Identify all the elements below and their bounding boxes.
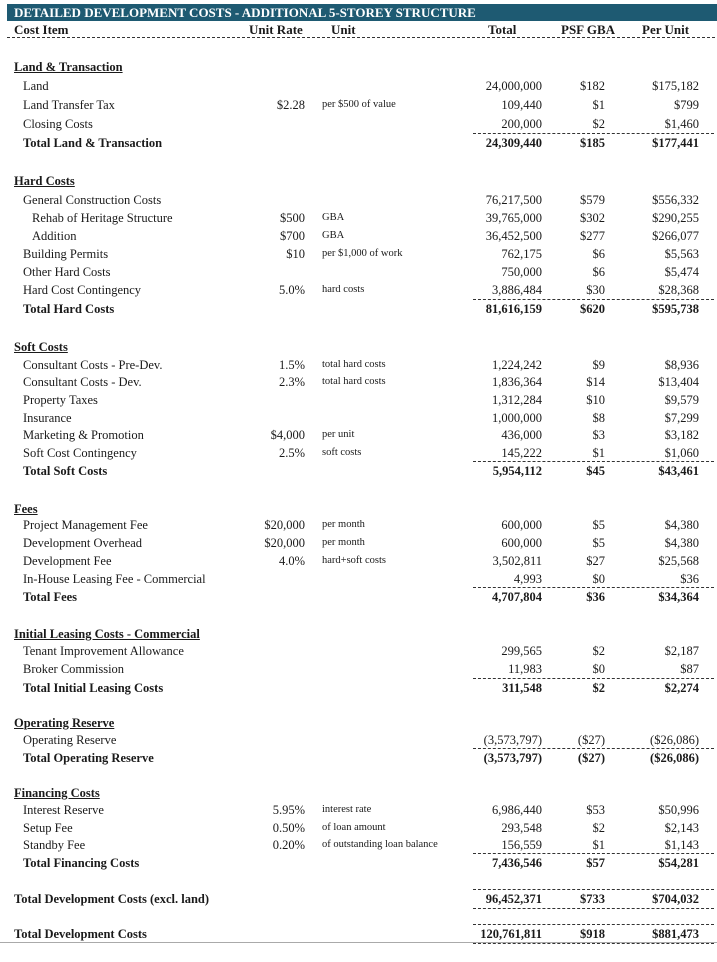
- cost-item-cell: General Construction Costs: [23, 193, 162, 207]
- total-cell: 5,954,112: [492, 464, 542, 478]
- table-row: [0, 96, 717, 114]
- psf-gba-cell: $1: [592, 98, 605, 112]
- subtotal-divider: [473, 133, 714, 134]
- cost-item-cell: Broker Commission: [23, 662, 125, 676]
- column-header-per-unit: Per Unit: [642, 22, 690, 37]
- subtotal-divider: [473, 461, 714, 462]
- cost-item-cell: Consultant Costs - Dev.: [23, 375, 142, 389]
- per-unit-cell: $1,460: [664, 117, 699, 131]
- total-cell: (3,573,797): [483, 751, 542, 765]
- psf-gba-cell: $8: [592, 411, 605, 425]
- cost-item-cell: Total Soft Costs: [23, 464, 108, 478]
- per-unit-cell: $1,060: [664, 446, 699, 460]
- per-unit-cell: $34,364: [658, 590, 699, 604]
- per-unit-cell: $2,187: [664, 644, 699, 658]
- unit-rate-cell: 5.95%: [272, 803, 305, 817]
- total-cell: 36,452,500: [485, 229, 542, 243]
- unit-rate-cell: $4,000: [270, 428, 305, 442]
- section-heading: [0, 58, 717, 76]
- per-unit-cell: ($26,086): [650, 733, 699, 747]
- cost-item-cell: Rehab of Heritage Structure: [32, 211, 173, 225]
- cost-item-cell: Total Fees: [23, 590, 78, 604]
- table-row: [0, 245, 717, 263]
- per-unit-cell: $3,182: [664, 428, 699, 442]
- psf-gba-cell: $0: [592, 662, 605, 676]
- grand-total-underline: [473, 943, 714, 944]
- psf-gba-cell: $5: [592, 518, 605, 532]
- total-cell: 4,707,804: [492, 590, 542, 604]
- header-divider: [7, 37, 715, 38]
- section-heading: [0, 338, 717, 356]
- table-row: [0, 642, 717, 660]
- table-row: [0, 426, 717, 444]
- unit-rate-cell: $20,000: [264, 518, 305, 532]
- per-unit-cell: $7,299: [664, 411, 699, 425]
- total-cell: 145,222: [501, 446, 542, 460]
- per-unit-cell: ($26,086): [650, 751, 699, 765]
- unit-rate-cell: 4.0%: [278, 554, 305, 568]
- table-row: [0, 570, 717, 588]
- cost-item-cell: Total Hard Costs: [23, 302, 115, 316]
- psf-gba-cell: $2: [592, 681, 605, 695]
- cost-item-cell: Fees: [14, 502, 38, 516]
- per-unit-cell: $54,281: [658, 856, 699, 870]
- psf-gba-cell: $1: [592, 838, 605, 852]
- cost-item-cell: Hard Cost Contingency: [23, 283, 142, 297]
- subtotal-divider: [473, 299, 714, 300]
- psf-gba-cell: $182: [580, 79, 605, 93]
- cost-item-cell: Interest Reserve: [23, 803, 104, 817]
- subtotal-row: [0, 462, 717, 480]
- cost-item-cell: Total Financing Costs: [23, 856, 140, 870]
- cost-item-cell: Operating Reserve: [23, 733, 117, 747]
- per-unit-cell: $25,568: [658, 554, 699, 568]
- unit-cell: of loan amount: [322, 822, 386, 833]
- unit-cell: interest rate: [322, 804, 372, 815]
- table-row: [0, 191, 717, 209]
- cost-item-cell: Land: [23, 79, 49, 93]
- subtotal-divider: [473, 587, 714, 588]
- psf-gba-cell: ($27): [577, 733, 605, 747]
- unit-cell: GBA: [322, 230, 345, 241]
- section-heading: [0, 714, 717, 732]
- unit-rate-cell: 0.50%: [272, 821, 305, 835]
- table-row: [0, 281, 717, 299]
- unit-rate-cell: $20,000: [264, 536, 305, 550]
- total-cell: 6,986,440: [492, 803, 542, 817]
- table-row: [0, 77, 717, 95]
- subtotal-row: [0, 679, 717, 697]
- table-row: [0, 373, 717, 391]
- total-cell: 1,836,364: [492, 375, 542, 389]
- per-unit-cell: $50,996: [658, 803, 699, 817]
- cost-item-cell: Initial Leasing Costs - Commercial: [14, 627, 200, 641]
- unit-rate-cell: $10: [286, 247, 305, 261]
- psf-gba-cell: $185: [580, 136, 605, 150]
- total-cell: 436,000: [501, 428, 542, 442]
- total-cell: 3,502,811: [492, 554, 542, 568]
- table-row: [0, 801, 717, 819]
- per-unit-cell: $43,461: [658, 464, 699, 478]
- per-unit-cell: $2,274: [664, 681, 699, 695]
- psf-gba-cell: $9: [592, 358, 605, 372]
- total-cell: 24,309,440: [485, 136, 542, 150]
- unit-cell: per month: [322, 519, 365, 530]
- total-cell: 4,993: [513, 572, 542, 586]
- grand-total-row: [0, 925, 717, 943]
- total-cell: 762,175: [501, 247, 542, 261]
- column-header-psf-gba: PSF GBA: [561, 22, 616, 37]
- table-row: [0, 836, 717, 854]
- column-header-unit: Unit: [331, 22, 356, 37]
- unit-cell: total hard costs: [322, 359, 386, 370]
- per-unit-cell: $8,936: [664, 358, 699, 372]
- per-unit-cell: $290,255: [652, 211, 699, 225]
- total-cell: 96,452,371: [485, 892, 542, 906]
- column-header-cost-item: Cost Item: [14, 22, 69, 37]
- total-cell: 200,000: [501, 117, 542, 131]
- cost-item-cell: Building Permits: [23, 247, 109, 261]
- total-cell: 24,000,000: [485, 79, 542, 93]
- per-unit-cell: $5,474: [664, 265, 699, 279]
- cost-item-cell: Total Operating Reserve: [23, 751, 154, 765]
- per-unit-cell: $9,579: [664, 393, 699, 407]
- per-unit-cell: $28,368: [658, 283, 699, 297]
- psf-gba-cell: $14: [586, 375, 605, 389]
- cost-item-cell: Property Taxes: [23, 393, 98, 407]
- per-unit-cell: $5,563: [664, 247, 699, 261]
- psf-gba-cell: $53: [586, 803, 605, 817]
- total-cell: 1,312,284: [492, 393, 542, 407]
- unit-cell: per $1,000 of work: [322, 248, 403, 259]
- per-unit-cell: $175,182: [652, 79, 699, 93]
- total-cell: 600,000: [501, 518, 542, 532]
- grand-total-row: [0, 890, 717, 908]
- unit-cell: hard+soft costs: [322, 555, 386, 566]
- psf-gba-cell: $5: [592, 536, 605, 550]
- unit-rate-cell: $700: [280, 229, 305, 243]
- psf-gba-cell: $36: [586, 590, 605, 604]
- per-unit-cell: $177,441: [652, 136, 699, 150]
- per-unit-cell: $881,473: [652, 927, 699, 941]
- cost-item-cell: Insurance: [23, 411, 72, 425]
- unit-cell: GBA: [322, 212, 345, 223]
- unit-cell: of outstanding loan balance: [322, 839, 438, 850]
- psf-gba-cell: $579: [580, 193, 605, 207]
- psf-gba-cell: $3: [592, 428, 605, 442]
- table-row: [0, 409, 717, 427]
- unit-rate-cell: 5.0%: [278, 283, 305, 297]
- psf-gba-cell: $302: [580, 211, 605, 225]
- table-row: [0, 444, 717, 462]
- subtotal-divider: [473, 853, 714, 854]
- table-row: [0, 209, 717, 227]
- subtotal-divider: [473, 748, 714, 749]
- table-row: [0, 819, 717, 837]
- unit-cell: per $500 of value: [322, 99, 396, 110]
- psf-gba-cell: $620: [580, 302, 605, 316]
- unit-cell: per month: [322, 537, 365, 548]
- cost-item-cell: Setup Fee: [23, 821, 73, 835]
- cost-item-cell: Hard Costs: [14, 174, 75, 188]
- per-unit-cell: $13,404: [658, 375, 699, 389]
- report-title: DETAILED DEVELOPMENT COSTS - ADDITIONAL 5-STOREY STRUCTURE: [7, 4, 717, 21]
- total-cell: 120,761,811: [480, 927, 542, 941]
- cost-item-cell: Other Hard Costs: [23, 265, 111, 279]
- psf-gba-cell: $27: [586, 554, 605, 568]
- psf-gba-cell: $6: [592, 265, 605, 279]
- unit-cell: per unit: [322, 429, 355, 440]
- total-cell: 311,548: [502, 681, 542, 695]
- cost-item-cell: Land Transfer Tax: [23, 98, 115, 112]
- total-cell: 1,000,000: [492, 411, 542, 425]
- per-unit-cell: $36: [680, 572, 699, 586]
- table-row: [0, 227, 717, 245]
- psf-gba-cell: ($27): [577, 751, 605, 765]
- per-unit-cell: $799: [674, 98, 699, 112]
- cost-item-cell: Closing Costs: [23, 117, 93, 131]
- cost-item-cell: Project Management Fee: [23, 518, 148, 532]
- per-unit-cell: $2,143: [664, 821, 699, 835]
- grand-total-underline: [473, 908, 714, 909]
- unit-rate-cell: 0.20%: [272, 838, 305, 852]
- cost-item-cell: Soft Costs: [14, 340, 68, 354]
- table-row: [0, 263, 717, 281]
- psf-gba-cell: $277: [580, 229, 605, 243]
- total-cell: 11,983: [508, 662, 542, 676]
- total-cell: 109,440: [501, 98, 542, 112]
- subtotal-row: [0, 749, 717, 767]
- table-row: [0, 356, 717, 374]
- per-unit-cell: $595,738: [652, 302, 699, 316]
- table-row: [0, 552, 717, 570]
- cost-item-cell: Soft Cost Contingency: [23, 446, 137, 460]
- psf-gba-cell: $6: [592, 247, 605, 261]
- total-cell: 156,559: [501, 838, 542, 852]
- psf-gba-cell: $45: [586, 464, 605, 478]
- psf-gba-cell: $733: [580, 892, 605, 906]
- cost-item-cell: Land & Transaction: [14, 60, 123, 74]
- cost-item-cell: Consultant Costs - Pre-Dev.: [23, 358, 163, 372]
- total-cell: 299,565: [501, 644, 542, 658]
- table-row: [0, 516, 717, 534]
- sheet-bottom-border: [0, 942, 717, 943]
- table-row: [0, 534, 717, 552]
- total-cell: 600,000: [501, 536, 542, 550]
- cost-item-cell: Total Land & Transaction: [23, 136, 163, 150]
- per-unit-cell: $87: [680, 662, 699, 676]
- cost-item-cell: Financing Costs: [14, 786, 100, 800]
- cost-item-cell: Addition: [32, 229, 77, 243]
- total-cell: 7,436,546: [492, 856, 542, 870]
- table-row: [0, 391, 717, 409]
- unit-rate-cell: 2.5%: [278, 446, 305, 460]
- subtotal-divider: [473, 924, 714, 925]
- section-heading: [0, 625, 717, 643]
- subtotal-divider: [473, 678, 714, 679]
- cost-item-cell: Tenant Improvement Allowance: [23, 644, 184, 658]
- cost-item-cell: Total Development Costs (excl. land): [14, 892, 210, 906]
- psf-gba-cell: $918: [580, 927, 605, 941]
- per-unit-cell: $266,077: [652, 229, 699, 243]
- psf-gba-cell: $57: [586, 856, 605, 870]
- per-unit-cell: $556,332: [652, 193, 699, 207]
- unit-rate-cell: 2.3%: [278, 375, 305, 389]
- table-row: [0, 731, 717, 749]
- cost-item-cell: Standby Fee: [23, 838, 86, 852]
- psf-gba-cell: $10: [586, 393, 605, 407]
- psf-gba-cell: $2: [592, 644, 605, 658]
- total-cell: 750,000: [501, 265, 542, 279]
- per-unit-cell: $4,380: [664, 536, 699, 550]
- total-cell: 293,548: [501, 821, 542, 835]
- column-header-total: Total: [488, 22, 517, 37]
- psf-gba-cell: $30: [586, 283, 605, 297]
- cost-item-cell: Total Development Costs: [14, 927, 147, 941]
- unit-cell: soft costs: [322, 447, 362, 458]
- unit-cell: hard costs: [322, 284, 365, 295]
- cost-item-cell: Development Fee: [23, 554, 112, 568]
- total-cell: 81,616,159: [485, 302, 542, 316]
- table-row: [0, 660, 717, 678]
- per-unit-cell: $1,143: [664, 838, 699, 852]
- cost-item-cell: Total Initial Leasing Costs: [23, 681, 164, 695]
- cost-item-cell: In-House Leasing Fee - Commercial: [23, 572, 206, 586]
- subtotal-row: [0, 300, 717, 318]
- column-header-unit-rate: Unit Rate: [249, 22, 303, 37]
- unit-rate-cell: 1.5%: [278, 358, 305, 372]
- cost-item-cell: Marketing & Promotion: [23, 428, 144, 442]
- per-unit-cell: $4,380: [664, 518, 699, 532]
- psf-gba-cell: $2: [592, 117, 605, 131]
- subtotal-divider: [473, 889, 714, 890]
- cost-item-cell: Operating Reserve: [14, 716, 115, 730]
- section-heading: [0, 784, 717, 802]
- psf-gba-cell: $0: [592, 572, 605, 586]
- unit-rate-cell: $500: [280, 211, 305, 225]
- total-cell: 1,224,242: [492, 358, 542, 372]
- total-cell: 76,217,500: [485, 193, 542, 207]
- subtotal-row: [0, 134, 717, 152]
- psf-gba-cell: $2: [592, 821, 605, 835]
- total-cell: 39,765,000: [485, 211, 542, 225]
- per-unit-cell: $704,032: [652, 892, 699, 906]
- table-row: [0, 115, 717, 133]
- psf-gba-cell: $1: [592, 446, 605, 460]
- total-cell: 3,886,484: [492, 283, 542, 297]
- total-cell: (3,573,797): [483, 733, 542, 747]
- section-heading: [0, 172, 717, 190]
- cost-item-cell: Development Overhead: [23, 536, 143, 550]
- unit-rate-cell: $2.28: [276, 98, 305, 112]
- subtotal-row: [0, 854, 717, 872]
- subtotal-row: [0, 588, 717, 606]
- unit-cell: total hard costs: [322, 376, 386, 387]
